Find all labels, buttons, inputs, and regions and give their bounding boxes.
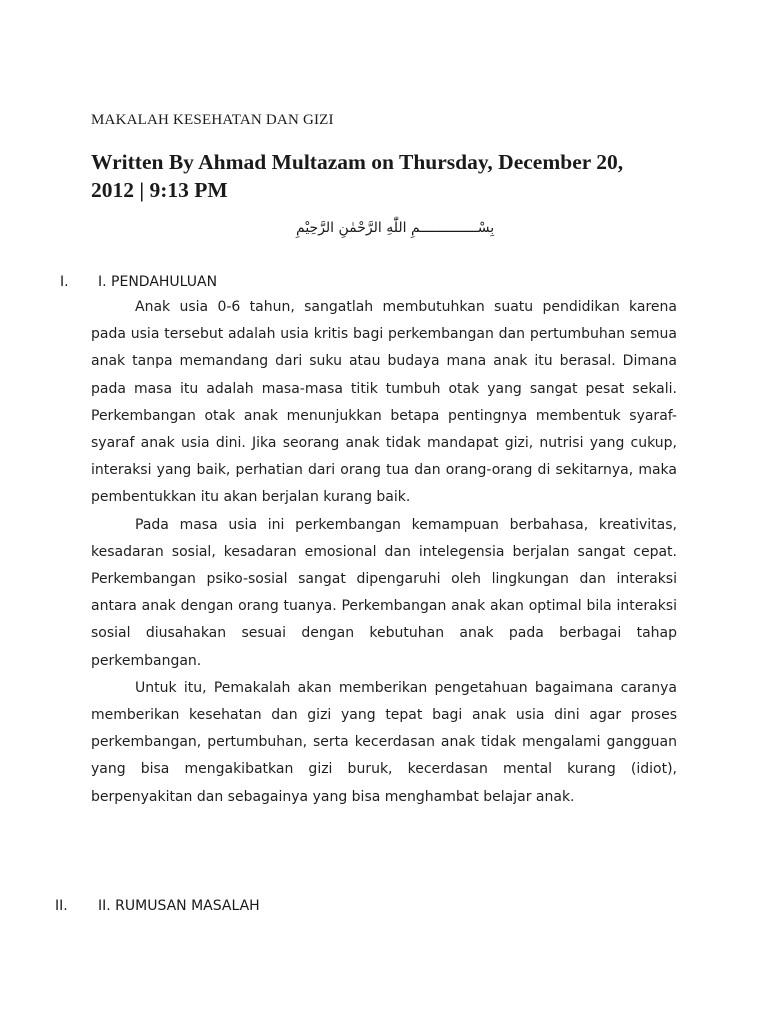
section-body-pendahuluan bbox=[91, 294, 677, 811]
section-number: I. bbox=[60, 274, 69, 290]
section-heading-rumusan-masalah bbox=[55, 898, 335, 918]
section-title: I. PENDAHULUAN bbox=[98, 274, 218, 290]
section-heading-pendahuluan bbox=[60, 274, 300, 294]
paragraph: Untuk itu, Pemakalah akan memberikan pengetahuan bagaimana caranya memberikan kesehatan dan gizi yang tepat bagi anak usia dini agar proses perkembangan, pertumbuhan, serta kecerdasan anak tidak mengalami gangguan yang bisa mengakibatkan gizi buruk, kecerdasan mental kurang (idiot), berpenyakitan dan sebagainya yang bisa menghambat belajar anak. bbox=[91, 679, 677, 805]
author-byline: Written By Ahmad Multazam on Thursday, December 20, 2012 | 9:13 PM bbox=[91, 150, 624, 202]
paragraph: Pada masa usia ini perkembangan kemampuan berbahasa, kreativitas, kesadaran sosial, kesadaran emosional dan intelegensia berjalan sangat cepat. Perkembangan psiko-sosial sangat dipengaruhi oleh lingkungan dan interaksi antara anak dengan orang tuanya. Perkembangan anak akan optimal bila interaksi sosial diusahakan sesuai dengan kebutuhan anak pada berbagai tahap perkembangan. bbox=[91, 516, 677, 669]
paragraph: Anak usia 0-6 tahun, sangatlah membutuhkan suatu pendidikan karena pada usia tersebut adalah usia kritis bagi perkembangan dan pertumbuhan semua anak tanpa memandang dari suku atau budaya mana anak itu berasal. Dimana pada masa itu adalah masa-masa titik tumbuh otak yang sangat pesat sekali. Perkembangan otak anak menunjukkan betapa pentingnya membentuk syaraf-syaraf anak usia dini. Jika seorang anak tidak mandapat gizi, nutrisi yang cukup, interaksi yang baik, perhatian dari orang tua dan orang-orang di sekitarnya, maka pembentukkan itu akan berjalan kurang baik. bbox=[91, 299, 677, 506]
section-number: II. bbox=[55, 898, 68, 914]
basmala-text: بِسْــــــــــــــمِ اللّٰهِ الرَّحْمٰنِ الرَّحِيْمِ bbox=[296, 220, 495, 236]
section-title: II. RUMUSAN MASALAH bbox=[98, 898, 260, 914]
document-title: MAKALAH KESEHATAN DAN GIZI bbox=[91, 112, 334, 128]
